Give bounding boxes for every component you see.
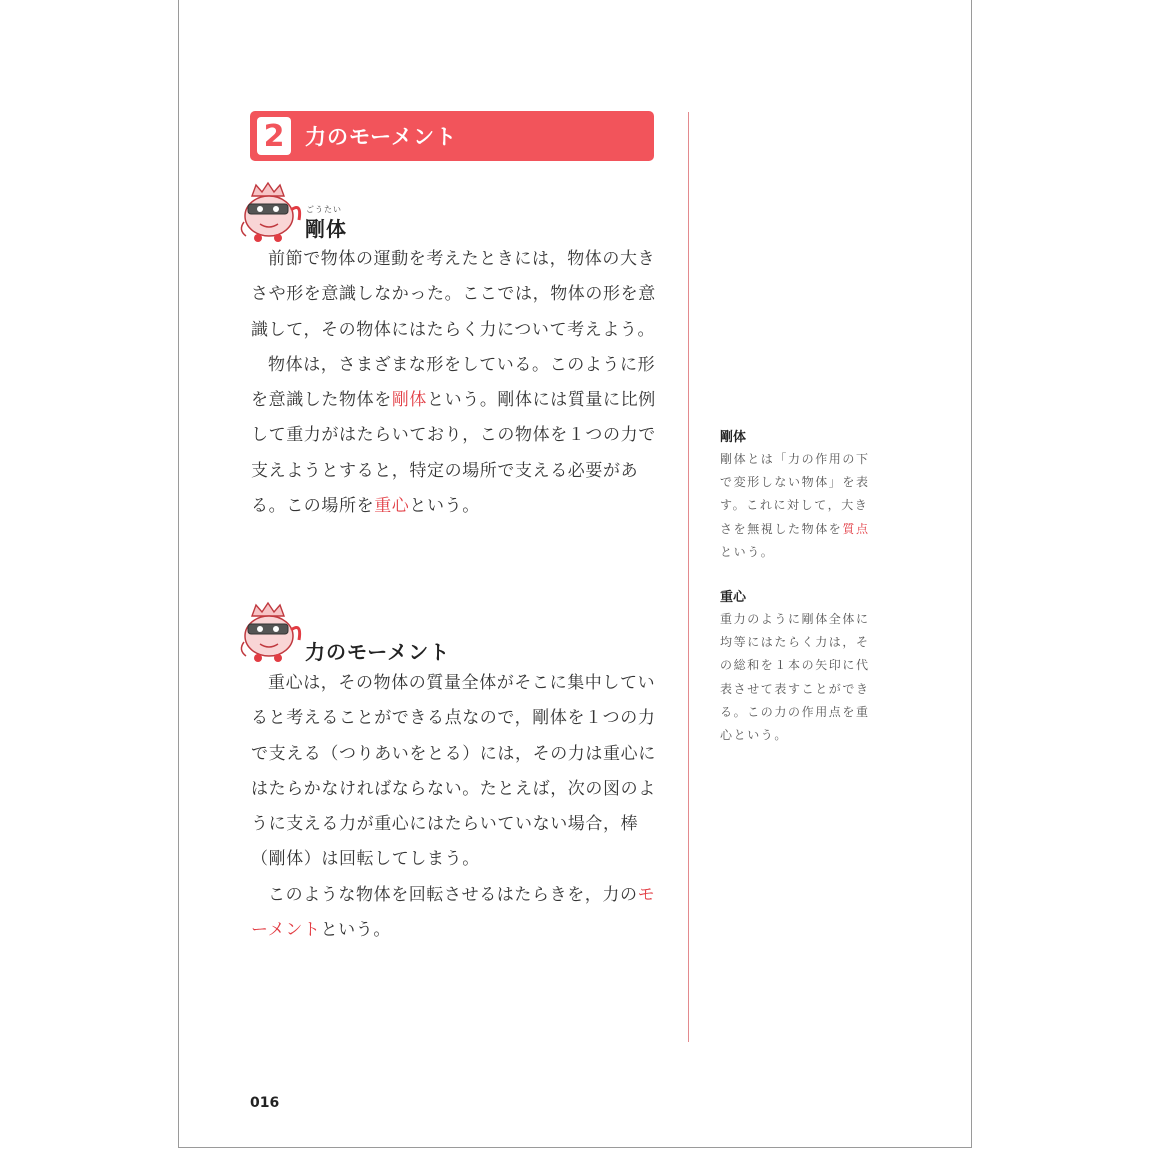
section-title: 力のモーメント xyxy=(305,125,458,149)
body-paragraphs-2 xyxy=(251,666,659,948)
paragraph: このような物体を回転させるはたらきを，力のモーメントという。 xyxy=(251,884,656,941)
paragraph: 重心は，その物体の質量全体がそこに集中していると考えることができる点なので，剛体を１つの力で支える（つりあいをとる）には，その力は重心にはたらかなければならない。たとえば，次の図のように支える力が重心にはたらいていない場合，棒（剛体）は回転してしまう。 xyxy=(251,673,656,870)
sidenote xyxy=(720,426,880,564)
paragraph: 前節で物体の運動を考えたときには，物体の大きさや形を意識しなかった。ここでは，物体の形を意識して，その物体にはたらく力について考えよう。 xyxy=(251,249,656,340)
subsection-heading: 剛体 xyxy=(305,217,347,241)
paragraph: 物体は，さまざまな形をしている。このように形を意識した物体を剛体という。剛体には質量に比例して重力がはたらいており，この物体を１つの力で支えようとすると，特定の場所で支える必要がある。この場所を重心という。 xyxy=(251,354,656,517)
key-term: 剛体 xyxy=(391,390,428,411)
sidenote xyxy=(720,586,880,747)
body-paragraphs-1 xyxy=(251,242,659,524)
mascot-illustration xyxy=(236,600,306,666)
section-number: 2 xyxy=(257,117,291,155)
sidenote-text: 剛体とは「力の作用の下で変形しない物体」を表す。これに対して，大きさを無視した物体を質点という。 xyxy=(720,452,870,559)
subsection-heading: 力のモーメント xyxy=(305,640,451,664)
margin-rule xyxy=(688,112,689,1042)
sidenote-text: 重力のように剛体全体に均等にはたらく力は，その総和を１本の矢印に代表させて表すことができる。この力の作用点を重心という。 xyxy=(720,612,870,743)
sidenote-title: 重心 xyxy=(720,590,747,605)
key-term: モーメント xyxy=(251,884,656,941)
mascot-illustration xyxy=(236,180,306,246)
key-term: 質点 xyxy=(842,521,870,536)
book-page xyxy=(178,0,972,1148)
ruby-reading: ごうたい xyxy=(306,205,342,214)
section-header xyxy=(250,111,654,161)
key-term: 重心 xyxy=(374,496,410,517)
sidenote-title: 剛体 xyxy=(720,430,747,445)
page-number: 016 xyxy=(250,1095,280,1111)
